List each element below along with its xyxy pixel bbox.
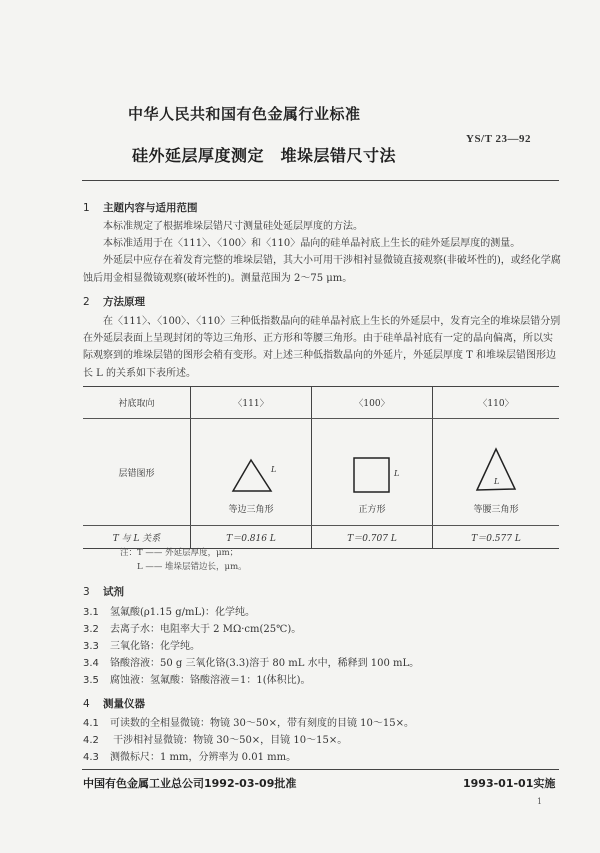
row-header: 衬底取向 bbox=[83, 387, 191, 419]
side-label: L bbox=[394, 469, 400, 478]
section-number: 4 bbox=[83, 698, 90, 710]
list-item: 3.3 三氧化铬：化学纯。 bbox=[83, 641, 200, 652]
row-header: 层错图形 bbox=[83, 419, 191, 526]
paragraph: 本标准适用于在〈111〉、〈100〉和〈110〉晶向的硅单晶衬底上生长的硅外延层厚度的测量。 bbox=[103, 238, 521, 250]
section-title: 方法原理 bbox=[103, 296, 145, 308]
shape-name: 等腰三角形 bbox=[473, 505, 519, 515]
table-cell: T＝0.707 L bbox=[312, 526, 433, 549]
section-2-heading bbox=[83, 294, 145, 309]
orientation-relation-table bbox=[83, 386, 559, 549]
document-title: 硅外延层厚度测定 堆垛层错尺寸法 bbox=[132, 146, 397, 165]
standard-code: YS/T 23—92 bbox=[466, 133, 532, 145]
row-header: T 与 L 关系 bbox=[83, 526, 191, 549]
section-title: 测量仪器 bbox=[103, 698, 145, 710]
table-cell: 〈100〉 bbox=[312, 387, 433, 419]
page-number: 1 bbox=[537, 797, 543, 806]
side-label: L bbox=[494, 477, 500, 486]
approval-date: 中国有色金属工业总公司1992-03-09批准 bbox=[83, 777, 297, 790]
note-line: 注：T —— 外延层厚度，μm； bbox=[120, 548, 239, 558]
footer-divider bbox=[82, 769, 559, 770]
section-3-heading bbox=[83, 584, 124, 599]
square-icon bbox=[337, 454, 407, 494]
list-item: 4.1 可读数的全相显微镜：物镜 30～50×，带有刻度的目镜 10～15×。 bbox=[83, 718, 415, 729]
issuing-authority: 中华人民共和国有色金属行业标准 bbox=[128, 105, 361, 123]
instrument-list bbox=[83, 715, 414, 766]
table-cell: 〈111〉 bbox=[191, 387, 312, 419]
table-cell bbox=[191, 419, 312, 526]
table-row-shape bbox=[83, 419, 559, 526]
paragraph: 外延层中应存在着发育完整的堆垛层错，其大小可用干涉相衬显微镜直接观察(非破坏性的)，或经化学腐蚀后用金相显微镜观察(破坏性的)。测量范围为 2～75 μm。 bbox=[83, 255, 561, 284]
list-item: 3.1 氢氟酸(ρ1.15 g/mL)：化学纯。 bbox=[83, 607, 256, 618]
table-cell: T＝0.577 L bbox=[433, 526, 560, 549]
section-title: 主题内容与适用范围 bbox=[103, 202, 198, 214]
section-number: 1 bbox=[83, 202, 90, 214]
table-cell bbox=[433, 419, 560, 526]
header-divider bbox=[82, 180, 559, 181]
list-item: 3.4 铬酸溶液：50 g 三氧化铬(3.3)溶于 80 mL 水中，稀释到 100 mL。 bbox=[83, 658, 420, 669]
list-item: 4.3 测微标尺：1 mm，分辨率为 0.01 mm。 bbox=[83, 752, 297, 763]
section-2-body bbox=[83, 313, 561, 382]
shape-name: 等边三角形 bbox=[228, 505, 274, 515]
list-item: 3.2 去离子水：电阻率大于 2 MΩ·cm(25℃)。 bbox=[83, 624, 302, 635]
reagent-list bbox=[83, 604, 419, 689]
section-number: 3 bbox=[83, 586, 90, 598]
section-title: 试剂 bbox=[103, 586, 124, 598]
table-notes bbox=[120, 546, 247, 574]
paragraph: 本标准规定了根据堆垛层错尺寸测量硅处延层厚度的方法。 bbox=[103, 221, 363, 232]
list-item: 4.2 干涉相衬显微镜：物镜 30～50×，目镜 10～15×。 bbox=[83, 735, 348, 746]
table-row-orientation bbox=[83, 387, 559, 419]
table-cell bbox=[312, 419, 433, 526]
section-1-heading bbox=[83, 200, 198, 215]
shape-name: 正方形 bbox=[358, 505, 386, 515]
isosceles-triangle-icon bbox=[461, 444, 531, 494]
section-number: 2 bbox=[83, 296, 90, 308]
section-1-body bbox=[83, 218, 561, 287]
effective-date: 1993-01-01实施 bbox=[463, 777, 556, 790]
list-item: 3.5 腐蚀液：氢氟酸：铬酸溶液＝1：1(体积比)。 bbox=[83, 675, 311, 686]
side-label: L bbox=[271, 465, 277, 474]
section-4-heading bbox=[83, 696, 145, 711]
equilateral-triangle-icon bbox=[216, 454, 286, 494]
paragraph: 在〈111〉、〈100〉、〈110〉三种低指数晶向的硅单晶衬底上生长的外延层中，发育完全的堆垛层错分别在外延层表面上呈现封闭的等边三角形、正方形和等腰三角形。由于硅单晶衬底有一定的晶向偏离，所以实际观察到的堆垛层错的图形会稍有变形。对上述三种低指数晶向的外延片，外延层厚度 T 和堆垛层错图形边长 L 的关系如下表所述。 bbox=[83, 316, 561, 379]
note-line: L —— 堆垛层错边长，μm。 bbox=[120, 562, 247, 572]
table-cell: T＝0.816 L bbox=[191, 526, 312, 549]
table-cell: 〈110〉 bbox=[433, 387, 560, 419]
